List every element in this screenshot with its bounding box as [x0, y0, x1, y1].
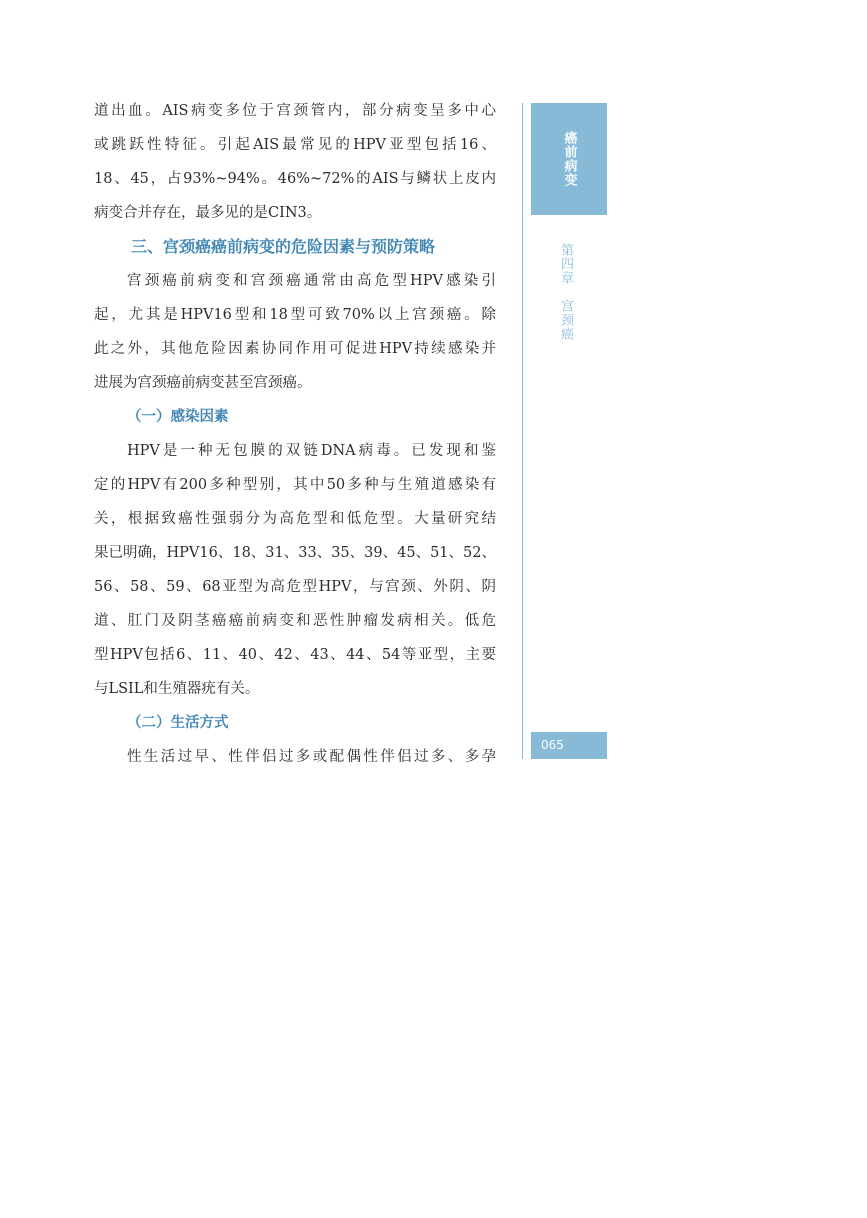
paragraph-line: 道、肛门及阴茎癌癌前病变和恶性肿瘤发病相关。低危 — [94, 613, 496, 629]
paragraph-line: HPV是一种无包膜的双链DNA病毒。已发现和鉴 — [127, 443, 496, 459]
section-heading: 三、宫颈癌癌前病变的危险因素与预防策略 — [131, 237, 436, 256]
section-tab — [531, 103, 607, 215]
paragraph-line: 与LSIL和生殖器疣有关。 — [94, 681, 260, 697]
paragraph-line: 定的HPV有200多种型别，其中50多种与生殖道感染有 — [94, 477, 496, 493]
page-number: 065 — [531, 732, 607, 759]
paragraph-line: 18、45，占93%~94%。46%~72%的AIS与鳞状上皮内 — [94, 171, 496, 187]
paragraph-line: 道出血。AIS病变多位于宫颈管内，部分病变呈多中心 — [94, 103, 496, 119]
paragraph-line: 56、58、59、68亚型为高危型HPV，与宫颈、外阴、阴 — [94, 579, 496, 595]
paragraph-line: 此之外，其他危险因素协同作用可促进HPV持续感染并 — [94, 341, 496, 357]
paragraph-line: 病变合并存在，最多见的是CIN3。 — [94, 205, 322, 221]
chapter-label: 第四章 宫颈癌 — [558, 243, 573, 341]
subsection-heading: （二）生活方式 — [127, 715, 229, 731]
paragraph-line: 关，根据致癌性强弱分为高危型和低危型。大量研究结 — [94, 511, 496, 527]
paragraph-line: 进展为宫颈癌前病变甚至宫颈癌。 — [94, 375, 312, 391]
paragraph-line: 型HPV包括6、11、40、42、43、44、54等亚型，主要 — [94, 647, 496, 663]
margin-divider — [522, 103, 523, 759]
paragraph-line: 果已明确，HPV16、18、31、33、35、39、45、51、52、 — [94, 545, 496, 561]
paragraph-line: 性生活过早、性伴侣过多或配偶性伴侣过多、多孕 — [127, 749, 496, 765]
section-tab-label: 癌前病变 — [561, 131, 577, 187]
paragraph-line: 起，尤其是HPV16型和18型可致70%以上宫颈癌。除 — [94, 307, 496, 323]
paragraph-line: 宫颈癌前病变和宫颈癌通常由高危型HPV感染引 — [127, 273, 496, 289]
paragraph-line: 或跳跃性特征。引起AIS最常见的HPV亚型包括16、 — [94, 137, 496, 153]
body-text — [94, 94, 496, 774]
subsection-heading: （一）感染因素 — [127, 409, 229, 425]
